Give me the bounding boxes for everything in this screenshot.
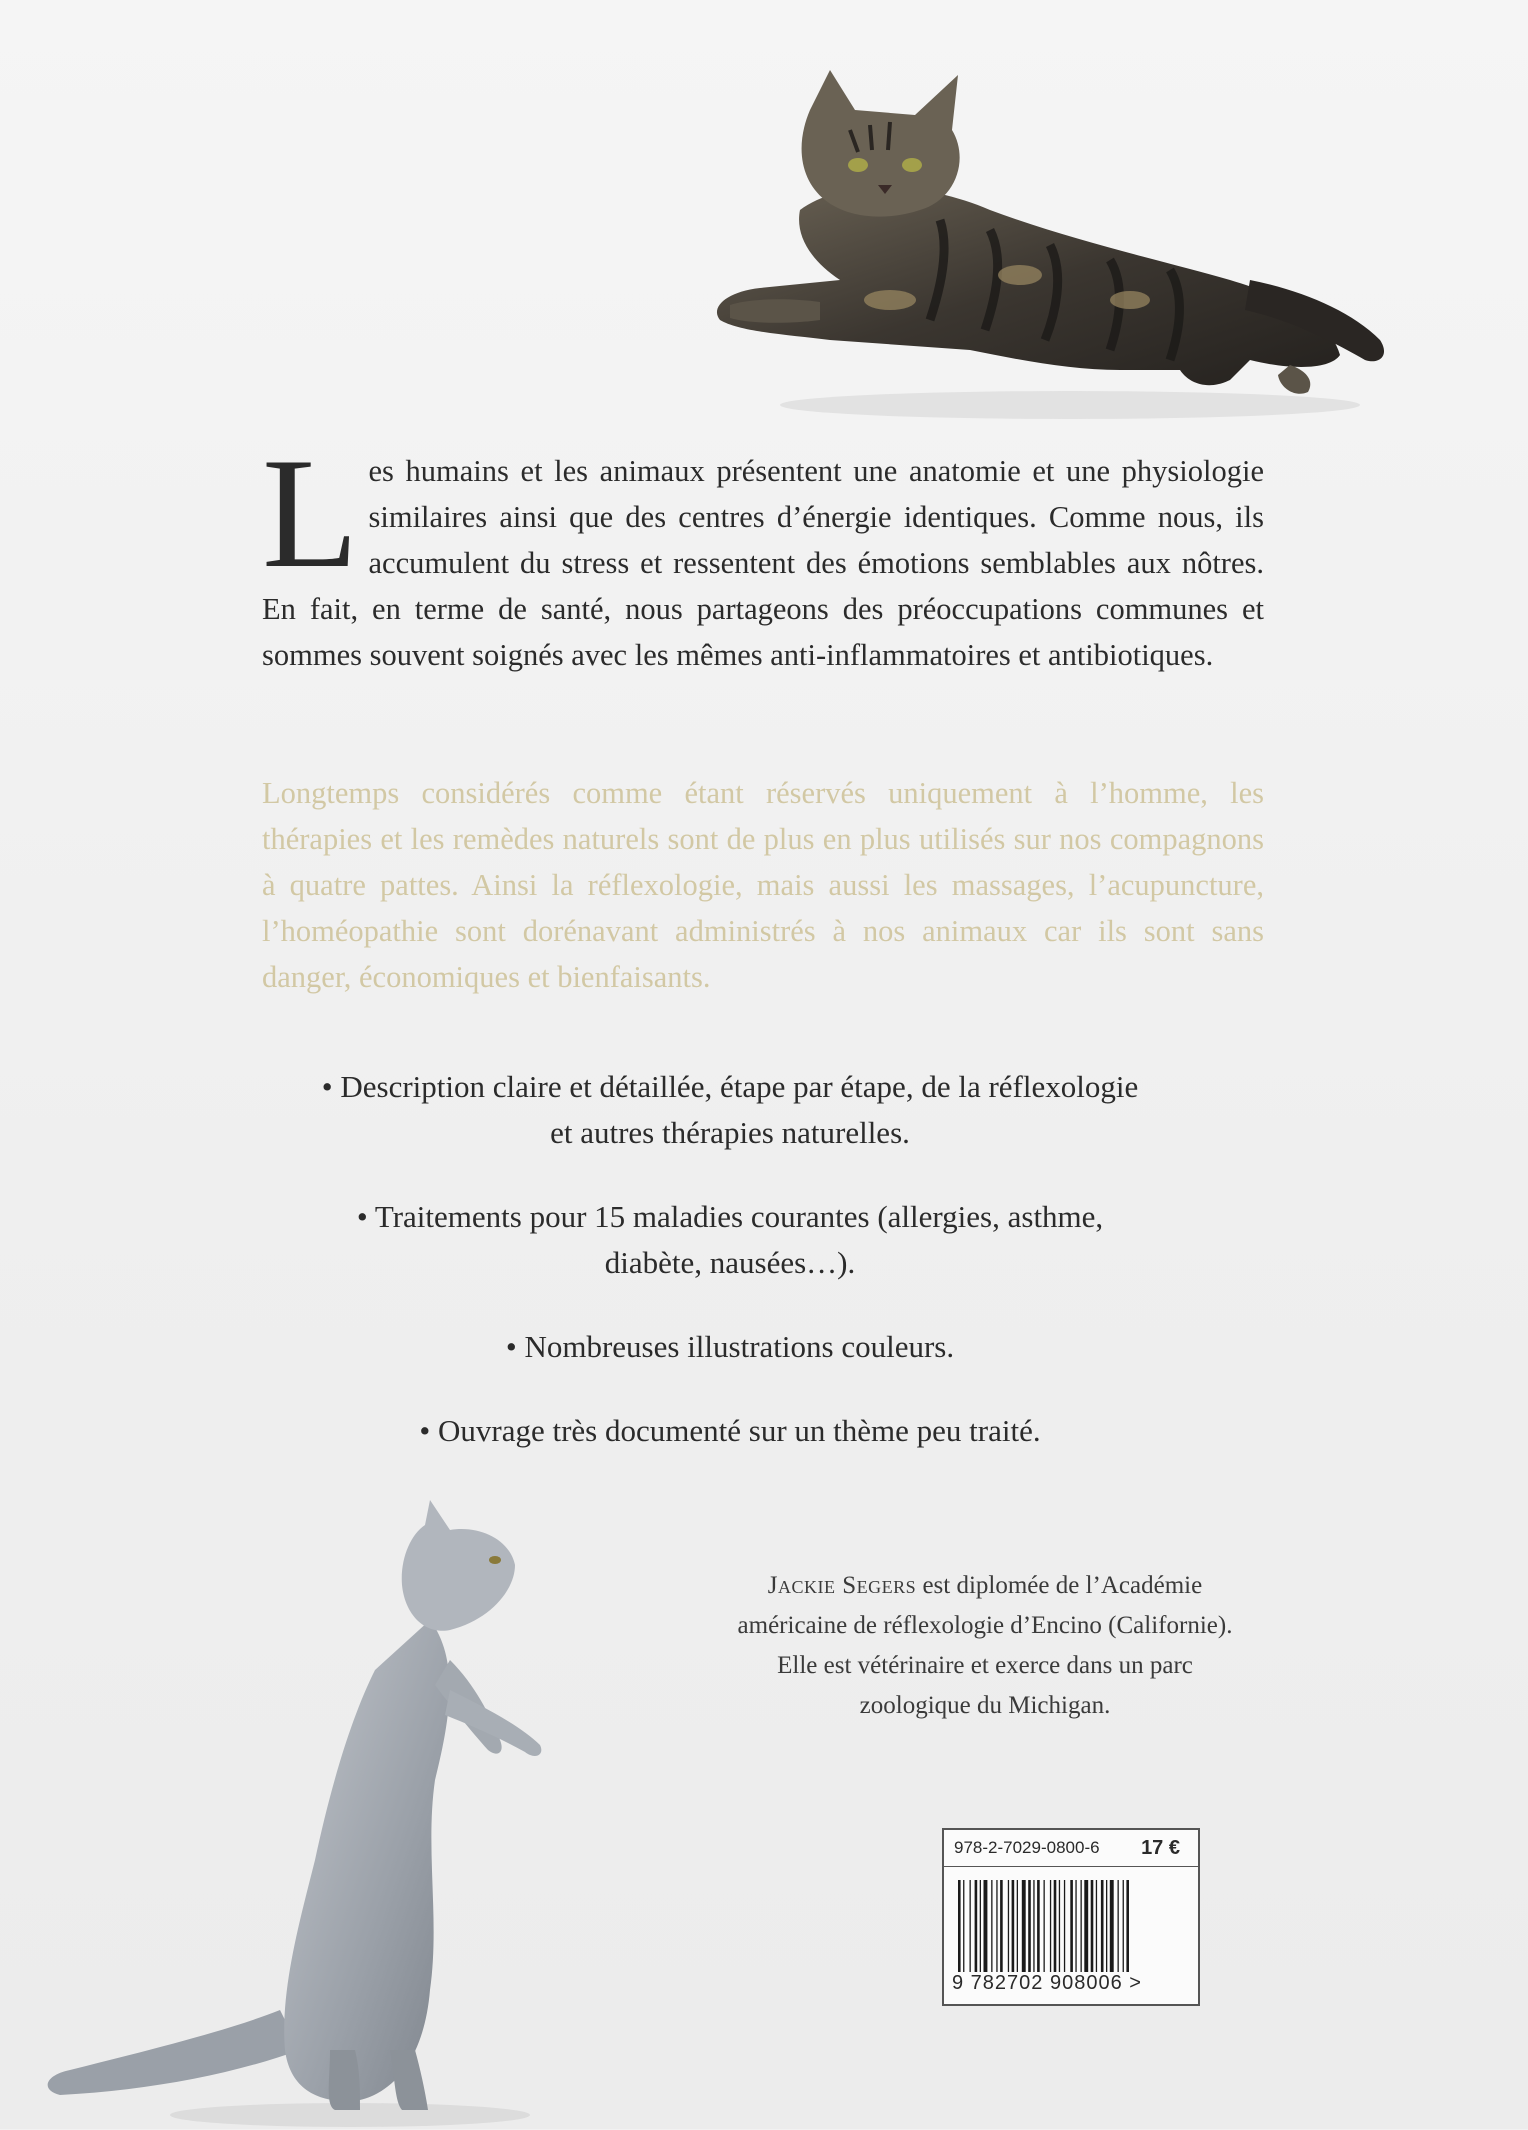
barcode-bar	[1126, 1880, 1129, 1972]
barcode-bar	[1123, 1880, 1124, 1972]
price: 17 €	[1141, 1837, 1180, 1859]
barcode-bar	[975, 1880, 978, 1972]
intro-text: es humains et les animaux présentent une anatomie et une physiologie similaires ainsi que des centres d’énergie identiques. Comme nous, ils accumulent du stress et ressentent des émotions semblables aux nôtres. En fait, en terme de santé, nous partageons des préoccupations communes et sommes souvent soignés avec les mêmes anti-inflammatoires et antibiotiques.	[262, 454, 1264, 672]
barcode-bar	[980, 1880, 981, 1972]
barcode-bar	[1084, 1880, 1088, 1972]
list-item: • Description claire et détaillée, étape par étape, de la réflexologie et autres thérapies naturelles.	[321, 1069, 1139, 1150]
grey-cat-image	[30, 1490, 590, 2130]
tabby-cat-image	[690, 70, 1390, 430]
drop-cap: L	[262, 426, 359, 601]
list-item: • Nombreuses illustrations couleurs.	[505, 1329, 955, 1364]
barcode-bar	[1064, 1880, 1065, 1972]
barcode-bar	[963, 1880, 964, 1972]
barcode-bar	[1044, 1880, 1045, 1972]
barcode-bar	[1106, 1880, 1107, 1972]
list-item: • Traitements pour 15 maladies courantes (allergies, asthme, diabète, nausées…).	[356, 1199, 1104, 1280]
barcode-bar	[1008, 1880, 1009, 1972]
feature-list	[180, 1064, 1280, 1492]
barcode-bar	[1000, 1880, 1003, 1972]
barcode-bar	[996, 1880, 997, 1972]
barcode-bars	[958, 1880, 1188, 1972]
second-paragraph: Longtemps considérés comme étant réservés uniquement à l’homme, les thérapies et les remèdes naturels sont de plus en plus utilisés sur nos compagnons à quatre pattes. Ainsi la réflexologie, mais aussi les massages, l’acupuncture, l’homéopathie sont dorénavant administrés à nos animaux car ils sont sans danger, économiques et bienfaisants.	[262, 776, 1264, 994]
barcode-bar	[991, 1880, 992, 1972]
author-name: Jackie Segers	[767, 1572, 917, 1599]
barcode-bar	[1070, 1880, 1073, 1972]
isbn: 978-2-7029-0800-6	[954, 1838, 1100, 1857]
barcode-bar	[1118, 1880, 1119, 1972]
isbn-row	[944, 1830, 1198, 1867]
barcode-box	[942, 1828, 1200, 2006]
barcode-bar	[984, 1880, 988, 1972]
barcode-bar	[1054, 1880, 1057, 1972]
author-bio: Jackie Segers est diplomée de l’Académie américaine de réflexologie d’Encino (Californie). Elle est vétérinaire et exerce dans un parc zoologique du Michigan.	[737, 1572, 1233, 1719]
barcode-bar	[1101, 1880, 1104, 1972]
barcode-digits: 9 782702 908006 >	[952, 1972, 1142, 1994]
barcode-bar	[1075, 1880, 1076, 1972]
barcode-bar	[1081, 1880, 1082, 1972]
barcode-bar	[1033, 1880, 1034, 1972]
barcode-bar	[1110, 1880, 1114, 1972]
barcode-bar	[1059, 1880, 1060, 1972]
barcode-bar	[958, 1880, 961, 1972]
barcode-bar	[1091, 1880, 1094, 1972]
barcode-bar	[1012, 1880, 1015, 1972]
barcode-bar	[1050, 1880, 1051, 1972]
barcode-bar	[1096, 1880, 1097, 1972]
list-item: • Ouvrage très documenté sur un thème peu traité.	[419, 1413, 1041, 1448]
intro-paragraph	[262, 426, 1264, 678]
barcode-bar	[1028, 1880, 1031, 1972]
barcode-bar	[1017, 1880, 1018, 1972]
barcode-bar	[1022, 1880, 1026, 1972]
barcode-bar	[970, 1880, 971, 1972]
barcode-bar	[1037, 1880, 1040, 1972]
